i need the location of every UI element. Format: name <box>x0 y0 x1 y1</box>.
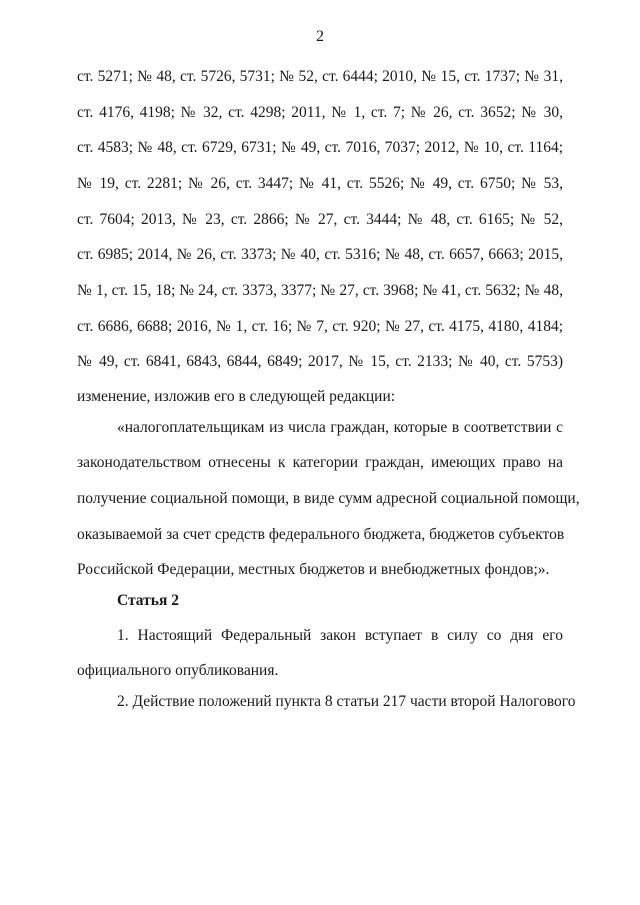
paragraph-line: изменение, изложив его в следующей редакции: <box>77 388 396 405</box>
quote-line: оказываемой за счет средств федерального бюджета, бюджетов субъектов <box>77 526 565 543</box>
quote-line: получение социальной помощи, в виде сумм адресной социальной помощи, <box>77 490 580 507</box>
paragraph-line: 1. Настоящий Федеральный закон вступает в силу со дня его <box>117 627 563 644</box>
paragraph-line: ст. 5271; № 48, ст. 5726, 5731; № 52, ст. 6444; 2010, № 15, ст. 1737; № 31, <box>77 68 563 85</box>
paragraph-line: 2. Действие положений пункта 8 статьи 217 части второй Налогового <box>117 693 576 710</box>
paragraph-line: № 49, ст. 6841, 6843, 6844, 6849; 2017, № 15, ст. 2133; № 40, ст. 5753) <box>77 353 563 370</box>
paragraph-line: официального опубликования. <box>77 662 279 679</box>
quote-line: «налогоплательщикам из числа граждан, которые в соответствии с <box>117 419 563 436</box>
paragraph-line: ст. 4583; № 48, ст. 6729, 6731; № 49, ст. 7016, 7037; 2012, № 10, ст. 1164; <box>77 139 563 156</box>
paragraph-line: ст. 6985; 2014, № 26, ст. 3373; № 40, ст. 5316; № 48, ст. 6657, 6663; 2015, <box>77 246 563 263</box>
quote-line: Российской Федерации, местных бюджетов и внебюджетных фондов;». <box>77 561 550 578</box>
paragraph-line: № 1, ст. 15, 18; № 24, ст. 3373, 3377; № 27, ст. 3968; № 41, ст. 5632; № 48, <box>77 282 563 299</box>
paragraph-line: № 19, ст. 2281; № 26, ст. 3447; № 41, ст. 5526; № 49, ст. 6750; № 53, <box>77 175 563 192</box>
quote-line: законодательством отнесены к категории граждан, имеющих право на <box>77 454 563 471</box>
paragraph-line: ст. 6686, 6688; 2016, № 1, ст. 16; № 7, ст. 920; № 27, ст. 4175, 4180, 4184; <box>77 318 563 335</box>
article-heading: Статья 2 <box>117 592 179 609</box>
page-number: 2 <box>316 28 324 45</box>
paragraph-line: ст. 7604; 2013, № 23, ст. 2866; № 27, ст. 3444; № 48, ст. 6165; № 52, <box>77 211 563 228</box>
paragraph-line: ст. 4176, 4198; № 32, ст. 4298; 2011, № 1, ст. 7; № 26, ст. 3652; № 30, <box>77 104 563 121</box>
